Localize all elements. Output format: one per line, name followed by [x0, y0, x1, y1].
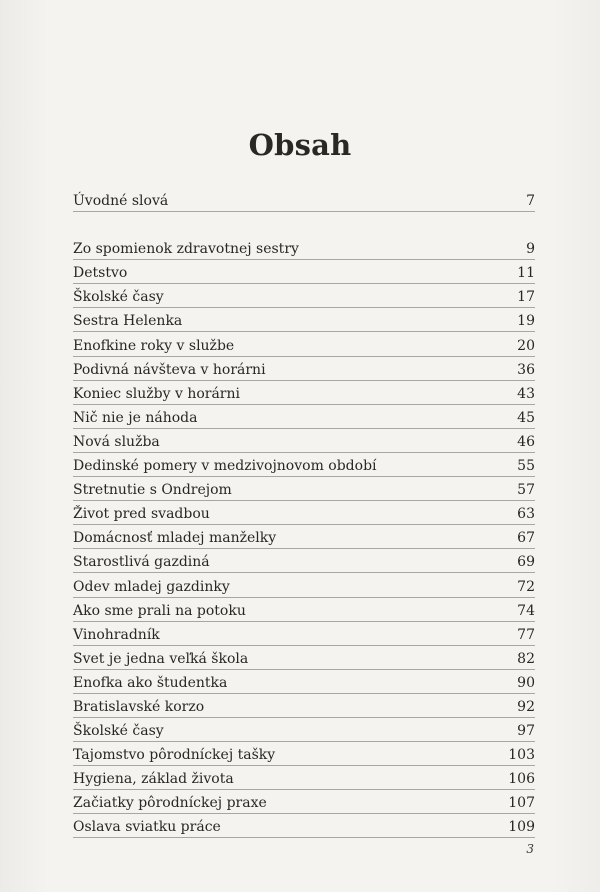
- toc-entry-page: 107: [508, 795, 535, 812]
- toc-entry: [73, 357, 535, 381]
- toc-entry-label: Stretnutie s Ondrejom: [73, 482, 232, 499]
- toc-entry-label: Sestra Helenka: [73, 313, 183, 330]
- toc-entry-label: Tajomstvo pôrodníckej tašky: [73, 747, 276, 764]
- toc-entry-label: Hygiena, základ života: [73, 771, 234, 788]
- toc-entry-page: 55: [517, 458, 535, 475]
- toc-entry-page: 82: [517, 650, 535, 667]
- toc-entry: [73, 670, 535, 694]
- toc-entry-page: 9: [526, 241, 535, 258]
- toc-entry: [73, 188, 535, 212]
- toc-entry-page: 103: [508, 747, 535, 764]
- toc-entry: [73, 429, 535, 453]
- toc-entry-page: 11: [517, 265, 535, 282]
- toc-entry-label: Bratislavské korzo: [73, 698, 205, 715]
- toc-entry: [73, 477, 535, 501]
- toc-entry-label: Oslava sviatku práce: [73, 819, 221, 836]
- toc-entry: [73, 694, 535, 718]
- toc-entry-page: 63: [517, 506, 535, 523]
- toc-entry-page: 17: [517, 289, 535, 306]
- toc-entry: [73, 646, 535, 670]
- toc-entry-label: Školské časy: [73, 289, 164, 306]
- toc-entry-label: Vinohradník: [73, 626, 160, 643]
- page-number: 3: [526, 842, 534, 856]
- toc-entry: [73, 453, 535, 477]
- toc-entry-page: 43: [517, 385, 535, 402]
- toc-entry-label: Nič nie je náhoda: [73, 409, 198, 426]
- toc-entry: [73, 598, 535, 622]
- toc-entry: [73, 260, 535, 284]
- toc-entry-label: Zo spomienok zdravotnej sestry: [73, 241, 299, 258]
- toc-entry-label: Život pred svadbou: [73, 506, 210, 523]
- toc-entry: [73, 381, 535, 405]
- toc-entry-page: 69: [517, 554, 535, 571]
- toc-entry-page: 67: [517, 530, 535, 547]
- toc-entry: [73, 790, 535, 814]
- toc-entry-label: Nová služba: [73, 433, 160, 450]
- toc-entry-page: 19: [517, 313, 535, 330]
- toc-entry-label: Koniec služby v horárni: [73, 385, 240, 402]
- toc-entry-label: Svet je jedna veľká škola: [73, 650, 249, 667]
- toc-entry-label: Ako sme prali na potoku: [73, 602, 246, 619]
- toc-entry: [73, 718, 535, 742]
- toc-entry-label: Detstvo: [73, 265, 128, 282]
- toc-entry: [73, 549, 535, 573]
- toc-entry-page: 72: [517, 578, 535, 595]
- toc-entry-page: 57: [517, 482, 535, 499]
- toc-entry: [73, 501, 535, 525]
- toc-entry-page: 92: [517, 698, 535, 715]
- toc-entry-label: Podivná návšteva v horárni: [73, 361, 266, 378]
- toc-entry-label: Odev mladej gazdinky: [73, 578, 230, 595]
- toc-entry-label: Úvodné slová: [73, 193, 169, 210]
- toc-entry-page: 109: [508, 819, 535, 836]
- toc-entry-label: Školské časy: [73, 723, 164, 740]
- toc-entry: [73, 405, 535, 429]
- toc-entry: [73, 766, 535, 790]
- toc-entry-label: Dedinské pomery v medzivojnovom období: [73, 458, 377, 475]
- toc-entry-page: 46: [517, 433, 535, 450]
- toc-entry-label: Začiatky pôrodníckej praxe: [73, 795, 267, 812]
- toc-entry: [73, 814, 535, 838]
- toc-entry-label: Enofka ako študentka: [73, 674, 228, 691]
- toc-entry: [73, 308, 535, 332]
- toc-entry-page: 97: [517, 723, 535, 740]
- toc-entry-page: 106: [508, 771, 535, 788]
- page-title: Obsah: [248, 128, 352, 162]
- toc-entry-label: Starostlivá gazdiná: [73, 554, 210, 571]
- toc-entry-page: 77: [517, 626, 535, 643]
- toc-entry-label: Domácnosť mladej manželky: [73, 530, 277, 547]
- toc-entry: [73, 742, 535, 766]
- toc-entry-page: 36: [517, 361, 535, 378]
- table-of-contents: [73, 188, 535, 838]
- toc-entry: [73, 332, 535, 356]
- toc-entry: [73, 284, 535, 308]
- toc-entry: [73, 573, 535, 597]
- toc-entry: [73, 236, 535, 260]
- toc-entry-label: Enofkine roky v službe: [73, 337, 235, 354]
- toc-entry-page: 90: [517, 674, 535, 691]
- toc-entry-page: 7: [526, 193, 535, 210]
- toc-entry: [73, 525, 535, 549]
- toc-entry: [73, 622, 535, 646]
- toc-entry-page: 45: [517, 409, 535, 426]
- toc-entry-page: 20: [517, 337, 535, 354]
- toc-entry-page: 74: [517, 602, 535, 619]
